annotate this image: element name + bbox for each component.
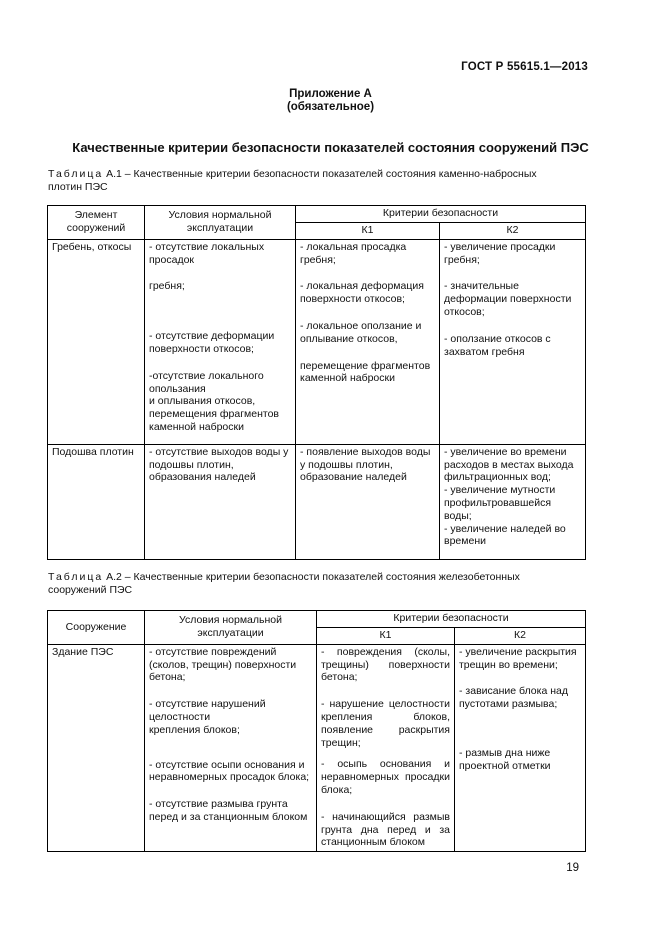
table1-header-k1: К1 bbox=[296, 223, 440, 240]
cell-line: - осыпь основания и неравномерных просадки блока; bbox=[321, 758, 450, 796]
cell-line: - оползание откосов с захватом гребня bbox=[444, 332, 551, 358]
table2-header-k1: К1 bbox=[317, 628, 455, 645]
cell-line: - локальная деформация поверхности откосов; bbox=[300, 280, 424, 306]
table2-header-k2: К2 bbox=[455, 628, 586, 645]
cell-line: - увеличение мутности профильтровавшейся воды; bbox=[444, 484, 556, 522]
table2-caption bbox=[48, 571, 608, 596]
cell-line: - локальная просадка гребня; bbox=[300, 240, 407, 266]
table1-cell-k2 bbox=[440, 444, 586, 559]
cell-line: гребня; bbox=[149, 280, 185, 293]
cell-line: - отсутствие деформации поверхности откосов; bbox=[149, 330, 275, 355]
table2 bbox=[47, 610, 586, 852]
table2-header-conditions: Условия нормальной эксплуатации bbox=[145, 611, 317, 645]
cell-line: - значительные деформации поверхности откосов; bbox=[444, 280, 572, 318]
table1-cell-conditions bbox=[145, 239, 296, 444]
cell-line: - увеличение раскрытия трещин во времени; bbox=[459, 645, 577, 671]
table2-caption-prefix: Таблица bbox=[48, 571, 104, 583]
table2-caption-text: А.2 – Качественные критерии безопасности показателей состояния железобетонных bbox=[103, 571, 520, 583]
cell-line: - увеличение наледей во времени bbox=[444, 522, 566, 548]
cell-line: - нарушение целостности крепления блоков, появление раскрытия трещин; bbox=[321, 698, 450, 749]
cell-line: - увеличение просадки гребня; bbox=[444, 240, 556, 266]
cell-line: - отсутствие локальных просадок bbox=[149, 240, 265, 266]
table-row bbox=[48, 239, 586, 444]
table2-cell-k2 bbox=[455, 644, 586, 851]
cell-line: - отсутствие осыпи основания и неравномерных просадок блока; bbox=[149, 758, 310, 784]
appendix-title: Приложение А bbox=[289, 88, 372, 100]
cell-line: - отсутствие повреждений (сколов, трещин) поверхности бетона; bbox=[149, 645, 297, 684]
table1-caption-line2: плотин ПЭС bbox=[48, 180, 108, 193]
table1 bbox=[47, 205, 586, 560]
cell-line: - повреждения (сколы, трещины) поверхности бетона; bbox=[321, 645, 450, 684]
table1-caption-text: А.1 – Качественные критерии безопасности показателей состояния каменно-набросных bbox=[103, 168, 537, 180]
table1-header-k2: К2 bbox=[440, 223, 586, 240]
table2-cell-k1 bbox=[317, 644, 455, 851]
table1-cell-conditions bbox=[145, 444, 296, 559]
cell-line: - отсутствие размыва грунта перед и за станционным блоком bbox=[149, 798, 308, 823]
document-code: ГОСТ Р 55615.1—2013 bbox=[461, 61, 588, 73]
table2-header-structure: Сооружение bbox=[48, 611, 145, 645]
table2-caption-line2: сооружений ПЭС bbox=[48, 583, 133, 596]
page-number: 19 bbox=[566, 862, 579, 874]
table1-caption-prefix: Таблица bbox=[48, 168, 104, 180]
page-title: Качественные критерии безопасности показателей состояния сооружений ПЭС bbox=[72, 140, 589, 155]
table1-cell-element: Подошва плотин bbox=[48, 444, 145, 559]
appendix-status: (обязательное) bbox=[286, 101, 375, 113]
cell-line: - размыв дна ниже проектной отметки bbox=[459, 746, 551, 772]
table1-cell-k2 bbox=[440, 239, 586, 444]
cell-line: - начинающийся размыв грунта дна перед и за станционным блоком bbox=[321, 810, 450, 849]
table1-caption bbox=[48, 168, 608, 193]
table1-cell-k1 bbox=[296, 239, 440, 444]
cell-line: - появление выходов воды у подошвы плотин, образование наледей bbox=[300, 445, 431, 484]
table1-cell-k1 bbox=[296, 444, 440, 559]
cell-line: - отсутствие выходов воды у подошвы плотин, образования наледей bbox=[149, 445, 289, 484]
cell-line: - отсутствие нарушений целостности крепления блоков; bbox=[149, 698, 266, 736]
table-row bbox=[48, 444, 586, 559]
table2-header-criteria: Критерии безопасности bbox=[317, 611, 586, 628]
cell-line: - локальное оползание и оплывание откосов, bbox=[300, 319, 422, 345]
table-row bbox=[48, 644, 586, 851]
table2-cell-structure: Здание ПЭС bbox=[48, 644, 145, 851]
table1-header-conditions: Условия нормальной эксплуатации bbox=[145, 206, 296, 240]
table2-cell-conditions bbox=[145, 644, 317, 851]
cell-line: -отсутствие локального опользания и оплывания откосов, перемещения фрагментов каменной наброски bbox=[149, 369, 280, 433]
cell-line: перемещение фрагментов каменной наброски bbox=[300, 359, 431, 385]
table1-header-element: Элемент сооружений bbox=[48, 206, 145, 240]
cell-line: - зависание блока над пустотами размыва; bbox=[459, 685, 568, 711]
cell-line: - увеличение во времени расходов в местах выхода фильтрационных вод; bbox=[444, 445, 574, 484]
table1-header-criteria: Критерии безопасности bbox=[296, 206, 586, 223]
table1-cell-element: Гребень, откосы bbox=[48, 239, 145, 444]
